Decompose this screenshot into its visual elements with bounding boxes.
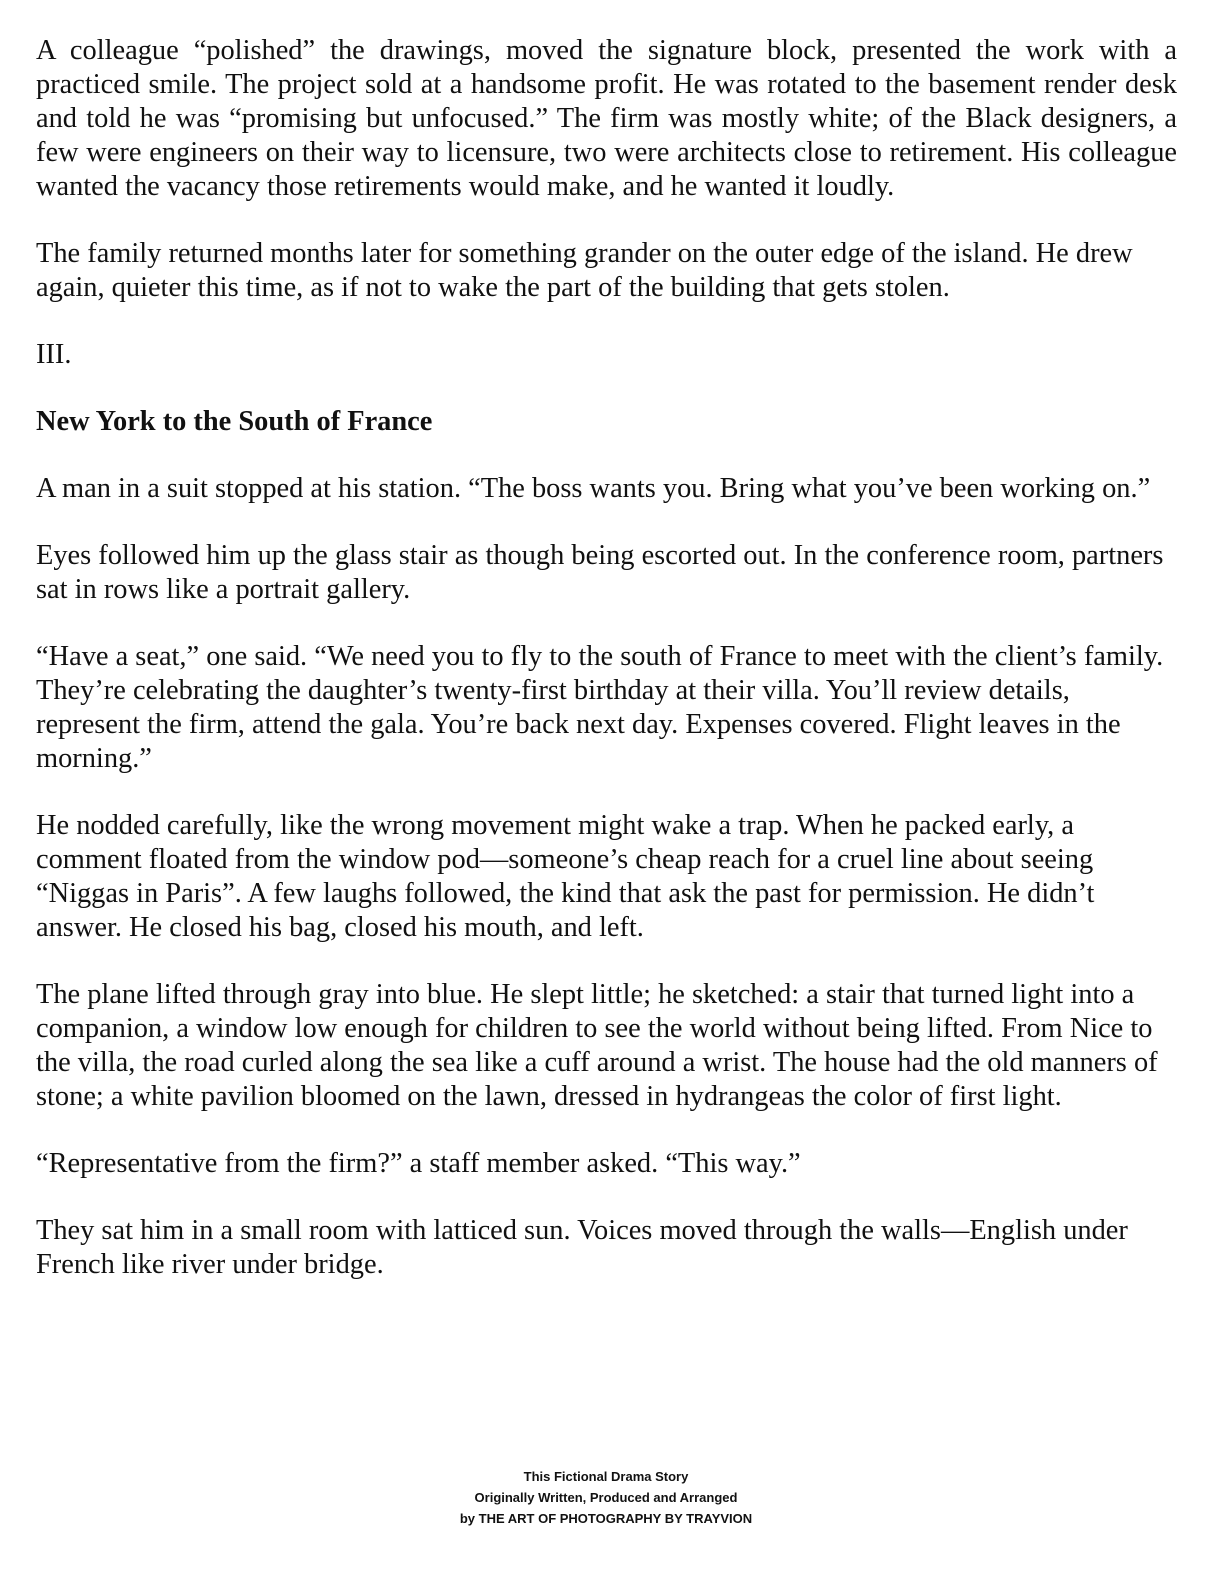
footer-line-2: Originally Written, Produced and Arranged [474, 1490, 738, 1505]
paragraph-2: The family returned months later for something grander on the outer edge of the island. He drew again, quieter this time, as if not to wake the part of the building that gets stolen. [36, 238, 1133, 303]
paragraph-1: A colleague “polished” the drawings, moved the signature block, presented the work with a practiced smile. The project sold at a handsome profit. He was rotated to the basement render desk and told he was “promising but unfocused.” The firm was mostly white; of the Black designers, a few were engineers on their way to licensure, two were architects close to retirement. His colleague wanted the vacancy those retirements would make, and he wanted it loudly. [36, 35, 1177, 202]
paragraph-3: A man in a suit stopped at his station. “The boss wants you. Bring what you’ve been working on.” [36, 473, 1151, 504]
document-body [36, 34, 1177, 1315]
footer-line-3: by THE ART OF PHOTOGRAPHY BY TRAYVION [459, 1511, 753, 1526]
paragraph-8: “Representative from the firm?” a staff member asked. “This way.” [36, 1148, 801, 1179]
paragraph-4: Eyes followed him up the glass stair as though being escorted out. In the conference room, partners sat in rows like a portrait gallery. [36, 540, 1164, 605]
paragraph-7: The plane lifted through gray into blue. He slept little; he sketched: a stair that turned light into a companion, a window low enough for children to see the world without being lifted. From Nice to the villa, the road curled along the sea like a cuff around a wrist. The house had the old manners of stone; a white pavilion bloomed on the lawn, dressed in hydrangeas the color of first light. [36, 979, 1158, 1112]
footer-credits [0, 1466, 1212, 1529]
paragraph-9: They sat him in a small room with latticed sun. Voices moved through the walls—English under French like river under bridge. [36, 1215, 1128, 1280]
section-number: III. [36, 339, 72, 370]
section-title: New York to the South of France [36, 406, 433, 437]
paragraph-5: “Have a seat,” one said. “We need you to fly to the south of France to meet with the client’s family. They’re celebrating the daughter’s twenty-first birthday at their villa. You’ll review details, represent the firm, attend the gala. You’re back next day. Expenses covered. Flight leaves in the morning.” [36, 641, 1164, 774]
footer-line-1: This Fictional Drama Story [523, 1469, 689, 1484]
paragraph-6: He nodded carefully, like the wrong movement might wake a trap. When he packed early, a comment floated from the window pod—someone’s cheap reach for a cruel line about seeing “Niggas in Paris”. A few laughs followed, the kind that ask the past for permission. He didn’t answer. He closed his bag, closed his mouth, and left. [36, 810, 1095, 943]
